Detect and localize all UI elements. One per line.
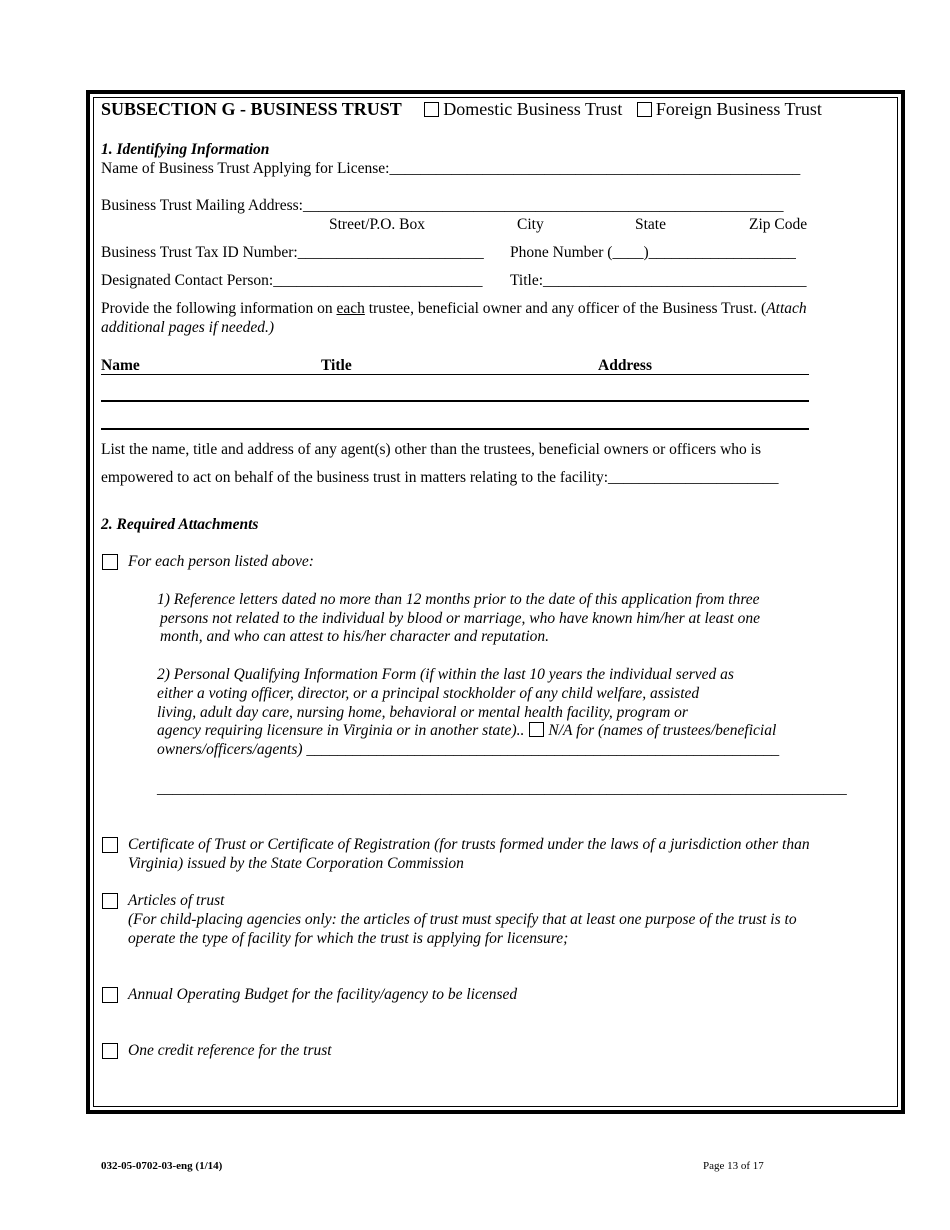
tax-id-field[interactable]: Business Trust Tax ID Number:________________________ [101,244,484,261]
form-id: 032-05-0702-03-eng (1/14) [101,1160,223,1172]
col-address-header: Address [598,357,652,374]
reference-line3: month, and who can attest to his/her character and reputation. [160,628,550,645]
mailing-address-field[interactable]: Business Trust Mailing Address:______________________________________________________________ [101,197,784,214]
articles-line2: (For child-placing agencies only: the articles of trust must specify that at least one purpose of the trust is to [128,911,797,928]
zip-sublabel: Zip Code [749,216,808,233]
attachments-heading: 2. Required Attachments [101,516,259,533]
articles-checkbox[interactable] [102,893,118,909]
table-row-line-2[interactable] [101,428,809,430]
phone-field[interactable]: Phone Number (____)___________________ [510,244,796,261]
foreign-trust-label: Foreign Business Trust [655,99,822,119]
provide-line2: additional pages if needed.) [101,319,275,336]
table-row-line-1[interactable] [101,400,809,402]
agent-line1: List the name, title and address of any agent(s) other than the trustees, beneficial owners or officers who is [101,441,761,458]
na-names-field[interactable]: owners/officers/agents) _____________________________________________________________ [157,741,780,758]
domestic-trust-label: Domestic Business Trust [443,99,623,119]
provide-post: trustee, beneficial owner and any officer of the Business Trust. ( [364,300,767,317]
contact-title-field[interactable]: Title:__________________________________ [510,272,807,289]
trust-name-field[interactable]: Name of Business Trust Applying for License:_____________________________________________________ [101,160,801,177]
certificate-line2: Virginia) issued by the State Corporation Commission [128,855,464,872]
provide-attach: Attach [766,300,807,317]
page-number: Page 13 of 17 [703,1160,764,1172]
city-sublabel: City [517,216,544,233]
articles-line1: Articles of trust [128,892,225,909]
budget-label: Annual Operating Budget for the facility/agency to be licensed [128,986,518,1003]
col-name-header: Name [101,357,140,374]
pqif-line2: either a voting officer, director, or a principal stockholder of any child welfare, assisted [157,685,700,702]
na-checkbox[interactable] [529,722,544,737]
section-header [101,99,822,121]
certificate-checkbox[interactable] [102,837,118,853]
identifying-heading: 1. Identifying Information [101,141,270,158]
provide-each: each [336,300,365,317]
agent-field[interactable]: empowered to act on behalf of the business trust in matters relating to the facility:______________________ [101,469,779,486]
col-title-header: Title [321,357,352,374]
pqif-line4-text: agency requiring licensure in Virginia or in another state).. [157,722,525,739]
section-title: SUBSECTION G - BUSINESS TRUST [101,99,402,119]
budget-checkbox[interactable] [102,987,118,1003]
reference-line1: 1) Reference letters dated no more than 12 months prior to the date of this application from three [157,591,760,608]
pqif-line3: living, adult day care, nursing home, behavioral or mental health facility, program or [157,704,688,721]
provide-instructions [101,300,807,319]
street-sublabel: Street/P.O. Box [329,216,426,233]
certificate-line1: Certificate of Trust or Certificate of Registration (for trusts formed under the laws of a jurisdiction other than [128,836,810,853]
provide-pre: Provide the following information on [101,300,337,317]
state-sublabel: State [635,216,666,233]
reference-line2: persons not related to the individual by blood or marriage, who have known him/her at least one [160,610,760,627]
foreign-trust-checkbox[interactable] [637,102,652,117]
credit-checkbox[interactable] [102,1043,118,1059]
pqif-line1: 2) Personal Qualifying Information Form (if within the last 10 years the individual served as [157,666,734,683]
credit-label: One credit reference for the trust [128,1042,332,1059]
na-label: N/A for ( [548,722,604,739]
domestic-trust-checkbox[interactable] [424,102,439,117]
articles-line3: operate the type of facility for which the trust is applying for licensure; [128,930,569,947]
pqif-line4 [157,722,776,741]
each-person-label: For each person listed above: [128,553,314,570]
each-person-checkbox[interactable] [102,554,118,570]
na-names-field-2[interactable]: _________________________________________________________________________________________ [157,780,847,797]
table-header-rule [101,374,809,375]
na-names: names of trustees/beneficial [603,722,777,739]
contact-person-field[interactable]: Designated Contact Person:___________________________ [101,272,483,289]
